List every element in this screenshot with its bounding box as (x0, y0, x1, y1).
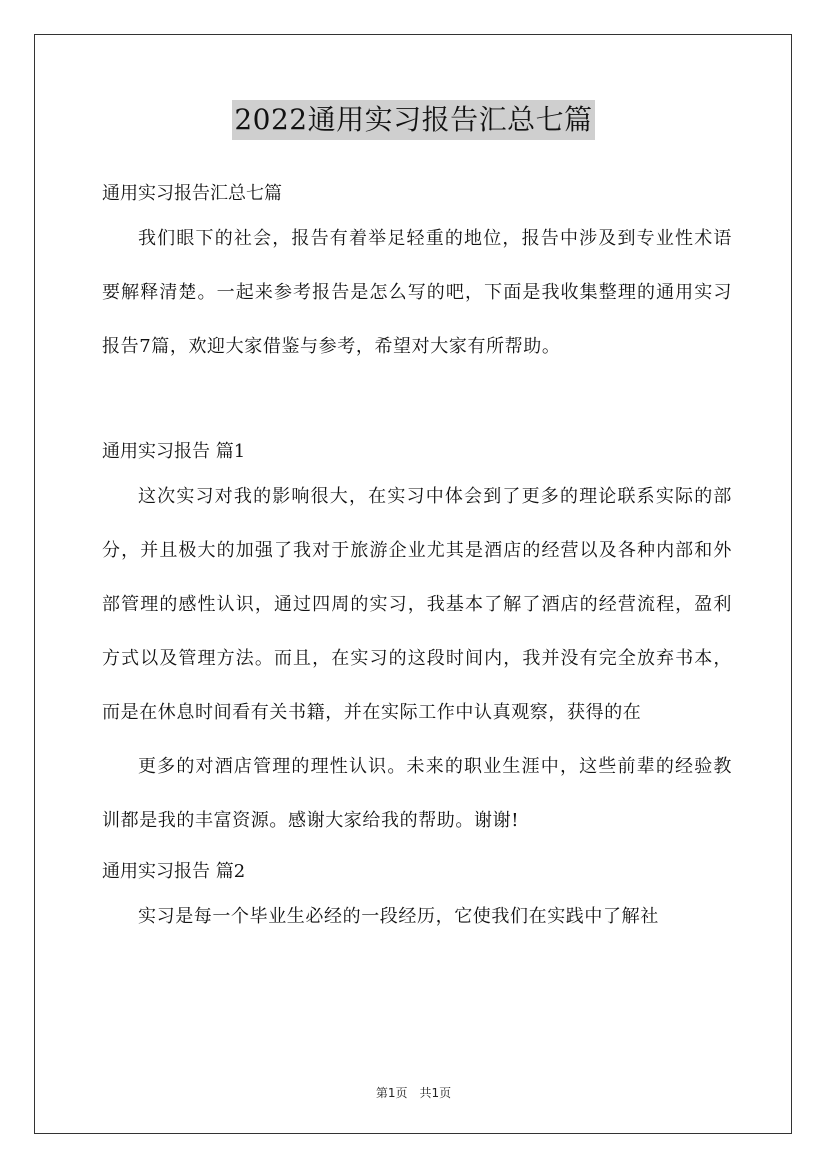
page-number-footer: 第1页 共1页 (375, 1086, 452, 1100)
document-title: 2022通用实习报告汇总七篇 (232, 100, 594, 140)
section-2-paragraph-1: 实习是每一个毕业生必经的一段经历，它使我们在实践中了解社 (138, 906, 659, 927)
section-2-heading: 通用实习报告 篇2 (102, 861, 246, 882)
title-container (0, 100, 827, 140)
section-1-heading: 通用实习报告 篇1 (102, 441, 246, 462)
section-1-paragraph-2: 更多的对酒店管理的理性认识。未来的职业生涯中，这些前辈的经验教训都是我的丰富资源。感谢大家给我的帮助。谢谢! (102, 756, 732, 831)
intro-paragraph: 我们眼下的社会，报告有着举足轻重的地位，报告中涉及到专业性术语要解释清楚。一起来参考报告是怎么写的吧，下面是我收集整理的通用实习报告7篇，欢迎大家借鉴与参考，希望对大家有所帮助。 (102, 228, 732, 357)
section-1-paragraph-1: 这次实习对我的影响很大，在实习中体会到了更多的理论联系实际的部分，并且极大的加强了我对于旅游企业尤其是酒店的经营以及各种内部和外部管理的感性认识，通过四周的实习，我基本了解了酒店的经营流程，盈利方式以及管理方法。而且，在实习的这段时间内，我并没有完全放弃书本，而是在休息时间看有关书籍，并在实际工作中认真观察，获得的在 (102, 486, 732, 723)
document-body (102, 176, 732, 944)
document-subtitle: 通用实习报告汇总七篇 (102, 183, 282, 204)
